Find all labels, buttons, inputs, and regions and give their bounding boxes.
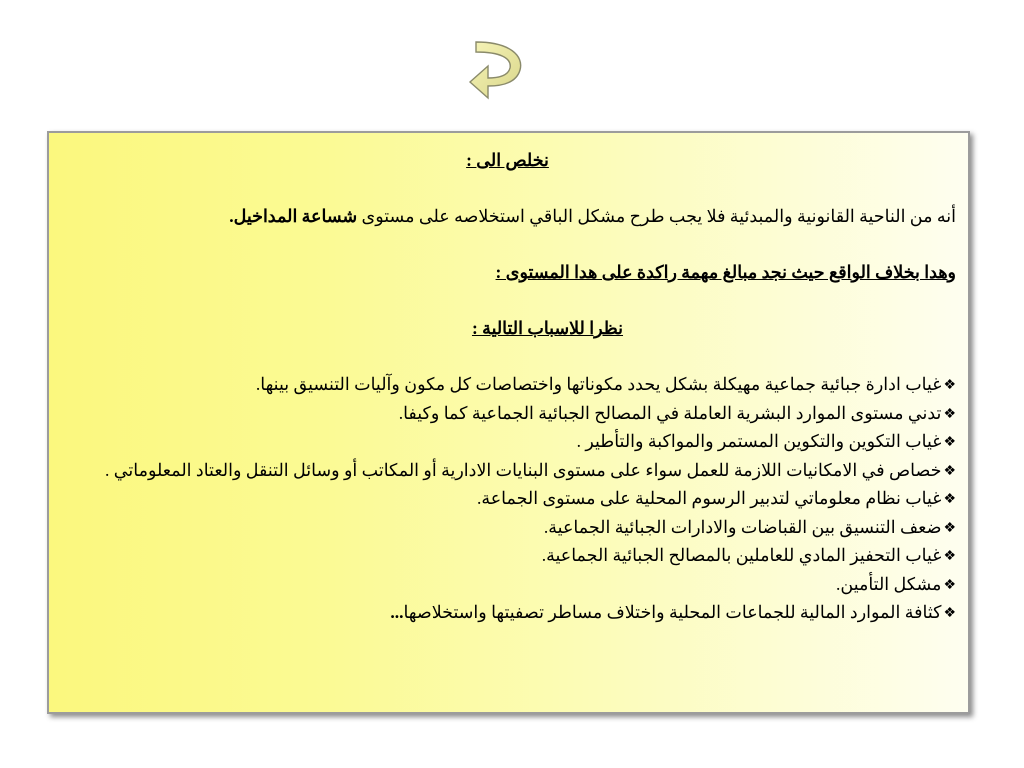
list-item — [59, 571, 956, 600]
list-item — [59, 514, 956, 543]
paragraph-reality: وهدا بخلاف الواقع حيث نجد مبالغ مهمة راكدة على هدا المستوى : — [495, 262, 956, 282]
reasons-list — [59, 371, 956, 628]
list-item — [59, 428, 956, 457]
list-item — [59, 542, 956, 571]
spacer — [59, 173, 956, 203]
reasons-heading: نظرا للاسباب التالية : — [471, 318, 624, 338]
spacer — [59, 285, 956, 315]
reason-text: غياب التحفيز المادي للعاملين بالمصالح الجبائية الجماعية. — [541, 545, 942, 565]
list-item — [59, 457, 956, 486]
diamond-bullet-icon: ❖ — [943, 435, 956, 450]
reason-text: مشكل التأمين. — [836, 573, 942, 594]
content-box — [47, 131, 970, 714]
ellipsis: ... — [390, 602, 404, 622]
diamond-bullet-icon: ❖ — [943, 492, 956, 507]
list-item — [59, 371, 956, 400]
return-arrow-icon[interactable] — [466, 36, 530, 108]
conclusion-heading: نخلص الى : — [466, 150, 549, 170]
paragraph-legal-text: أنه من الناحية القانونية والمبدئية فلا يجب طرح مشكل الباقي استخلاصه على مستوى — [357, 206, 956, 226]
reason-text: كثافة الموارد المالية للجماعات المحلية واختلاف مساطر تصفيتها واستخلاصها — [403, 602, 942, 622]
reason-text: غياب نظام معلوماتي لتدبير الرسوم المحلية على مستوى الجماعة. — [476, 488, 942, 508]
reason-text: غياب ادارة جبائية جماعية مهيكلة بشكل يحدد مكوناتها واختصاصات كل مكون وآليات التنسيق بينها. — [255, 374, 942, 394]
diamond-bullet-icon: ❖ — [943, 378, 956, 393]
list-item — [59, 599, 956, 628]
diamond-bullet-icon: ❖ — [943, 463, 956, 479]
reason-text: ضعف التنسيق بين القباضات والادارات الجبائية الجماعية. — [543, 516, 942, 537]
diamond-bullet-icon: ❖ — [943, 606, 956, 621]
reason-text: غياب التكوين والتكوين المستمر والمواكبة والتأطير . — [576, 431, 942, 451]
diamond-bullet-icon: ❖ — [943, 549, 956, 564]
diamond-bullet-icon: ❖ — [943, 406, 956, 422]
list-item — [59, 485, 956, 514]
diamond-bullet-icon: ❖ — [943, 577, 956, 593]
reason-text: تدني مستوى الموارد البشرية العاملة في المصالح الجبائية الجماعية كما وكيفا. — [398, 402, 942, 423]
diamond-bullet-icon: ❖ — [943, 520, 956, 536]
paragraph-legal-emphasis: شساعة المداخيل. — [229, 206, 358, 226]
spacer — [59, 229, 956, 259]
reason-text: خصاص في الامكانيات اللازمة للعمل سواء على مستوى البنايات الادارية أو المكاتب أو وسائل التنقل والعتاد المعلوماتي . — [105, 459, 942, 480]
list-item — [59, 400, 956, 429]
spacer — [59, 341, 956, 371]
paragraph-legal — [59, 203, 956, 229]
